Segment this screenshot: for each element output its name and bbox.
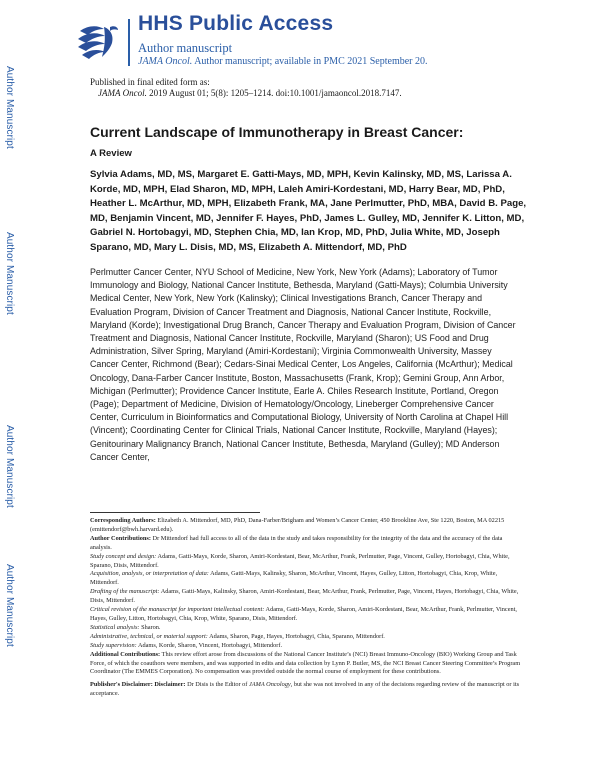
concept-label: Study concept and design: <box>90 552 157 560</box>
supervision-text: Adams, Korde, Sharon, Vincent, Hortobagyi, Mittendorf. <box>137 641 283 649</box>
statistical-text: Sharon. <box>141 623 161 631</box>
footnote-drafting <box>90 588 522 606</box>
disclaimer-journal: JAMA Oncology <box>248 681 291 689</box>
citation-details: 2019 August 01; 5(8): 1205–1214. doi:10.1001/jamaoncol.2018.7147. <box>149 88 402 98</box>
header-availability <box>138 56 428 67</box>
revision-text: Adams, Gatti-Mays, Korde, Sharon, Amiri-Kordestani, Bear, McArthur, Frank, Perlmutter, Vincent, Hayes, Gulley, Litton, Hortobagyi, Chia, Krop, White, Sparano, Disis, Mittendorf. <box>90 606 517 622</box>
author-list: Sylvia Adams, MD, MS, Margaret E. Gatti-Mays, MD, MPH, Kevin Kalinsky, MD, MS, Larissa A. Korde, MD, MPH, Elad Sharon, MD, MPH, Laleh Amiri-Kordestani, MD, Harry Bear, MD, PhD, Heather L. McArthur, MD, MPH, Elizabeth Frank, MA, Jane Perlmutter, PhD, MBA, David B. Page, MD, Benjamin Vincent, MD, Jennifer F. Hayes, PhD, James L. Gulley, MD, Jennifer K. Litton, MD, Gabriel N. Hortobagyi, MD, Stephen Chia, MD, Ian Krop, MD, PhD, Julia White, MD, Joseph Sparano, MD, Mary L. Disis, MD, MS, Elizabeth A. Mittendorf, MD, PhD <box>90 169 527 253</box>
header-availability-text: Author manuscript; available in PMC 2021 September 20. <box>194 56 428 67</box>
article-subtitle: A Review <box>90 148 132 159</box>
footnote-divider <box>90 512 260 513</box>
revision-label: Critical revision of the manuscript for important intellectual content: <box>90 606 265 614</box>
header-subtitle: Author manuscript <box>138 41 233 55</box>
statistical-label: Statistical analysis: <box>90 623 140 631</box>
admin-label: Administrative, technical, or material support: <box>90 632 208 640</box>
contributions-label: Author Contributions: <box>90 534 151 542</box>
article-title: Current Landscape of Immunotherapy in Breast Cancer: <box>90 124 464 140</box>
sidebar-author-manuscript-2: Author Manuscript <box>4 232 15 315</box>
admin-text: Adams, Sharon, Page, Hayes, Hortobagyi, Chia, Sparano, Mittendorf. <box>209 632 385 640</box>
footnote-supervision <box>90 642 522 651</box>
footnote-statistical <box>90 624 522 633</box>
affiliations: Perlmutter Cancer Center, NYU School of Medicine, New York, New York (Adams); Laboratory of Tumor Immunology and Biology, National Cancer Institute, Bethesda, Maryland (Gatti-Mays); Columbia University Medical Center, New York, New York (Kalinsky); Clinical Investigations Branch, Cancer Therapy and Evaluation Program, Division of Cancer Treatment and Diagnosis, National Cancer Institute, Rockville, Maryland (Korde); Investigational Drug Branch, Cancer Therapy and Evaluation Program, Division of Cancer Treatment and Diagnosis, National Cancer Institute, Rockville, Maryland (Sharon); US Food and Drug Administration, Silver Spring, Maryland (Amiri-Kordestani); Virginia Commonwealth University, Massey Cancer Center, Richmond (Bear); Cedars-Sinai Medical Center, Los Angeles, California (McArthur); Medical Oncology, Dana-Farber Cancer Institute, Boston, Massachusetts (Frank, Krop); Gemini Group, Ann Arbor, Michigan (Perlmutter); Providence Cancer Institute, Earle A. Chiles Research Institute, Portland, Oregon (Page); Department of Medicine, Division of Hematology/Oncology, Lineberger Comprehensive Cancer Center, Curriculum in Bioinformatics and Computational Biology, University of North Carolina at Chapel Hill (Vincent); Coordinating Center for Clinical Trials, National Cancer Institute, Rockville, Maryland (Hayes); Genitourinary Malignancy Branch, National Cancer Institute, Bethesda, Maryland (Gulley); MD Anderson Cancer Center, <box>90 267 516 462</box>
additional-label: Additional Contributions: <box>90 650 161 658</box>
footnote-admin <box>90 633 522 642</box>
header-journal: JAMA Oncol. <box>138 56 193 67</box>
acquisition-label: Acquisition, analysis, or interpretation of data: <box>90 570 209 578</box>
footnote-concept <box>90 553 522 571</box>
header-title: HHS Public Access <box>138 12 334 35</box>
sidebar-author-manuscript-1: Author Manuscript <box>4 66 15 149</box>
footnotes <box>90 517 522 699</box>
published-label: Published in final edited form as: <box>90 77 210 87</box>
citation-journal: JAMA Oncol. <box>98 88 147 98</box>
hhs-eagle-logo <box>74 19 124 67</box>
disclaimer-post: , but she was not involved in any of the decisions regarding review of the manuscript or its acceptance. <box>90 681 520 698</box>
footnote-disclaimer <box>90 681 522 699</box>
drafting-label: Drafting of the manuscript: <box>90 588 160 596</box>
sidebar-author-manuscript-4: Author Manuscript <box>4 564 15 647</box>
corresponding-label: Corresponding Authors: <box>90 517 156 524</box>
footnote-revision <box>90 606 522 624</box>
drafting-text: Adams, Gatti-Mays, Kalinsky, Sharon, Amiri-Kordestani, Bear, McArthur, Frank, Perlmutter, Page, Vincent, Hayes, Hortobagyi, Chia, White, Disis, Mittendorf. <box>90 588 519 605</box>
supervision-label: Study supervision: <box>90 641 137 649</box>
additional-text: This review effort arose from discussions of the National Cancer Institute’s (NCI) Breast Immuno-Oncology (BIO) Working Group and Task Force, of which the coauthors were members, and was supported in edits and data collection by Lynn P. Butler, MS, the NCI Breast Cancer Steering Committee’s Program Coordinator (The EMMES Corporation). No compensation was provided outside the normal course of employment for these contributions. <box>90 650 521 676</box>
concept-text: Adams, Gatti-Mays, Korde, Sharon, Amiri-Kordestani, Bear, McArthur, Frank, Perlmutter, Page, Vincent, Gulley, Hortobagyi, Chia, White, Sparano, Disis, Mittendorf. <box>90 552 510 569</box>
footnote-additional <box>90 651 522 678</box>
acquisition-text: Adams, Gatti-Mays, Kalinsky, Sharon, McArthur, Vincent, Hayes, Gulley, Litton, Hortobagyi, Chia, Krop, White, Mittendorf. <box>90 570 498 587</box>
disclaimer-label: Publisher's Disclaimer: Disclaimer: <box>90 681 186 689</box>
footnote-corresponding <box>90 517 522 535</box>
sidebar-author-manuscript-3: Author Manuscript <box>4 425 15 508</box>
contributions-text: Dr Mittendorf had full access to all of the data in the study and takes responsibility for the integrity of the data and the accuracy of the data analysis. <box>90 534 503 551</box>
citation <box>98 88 402 98</box>
footnote-acquisition <box>90 570 522 588</box>
corresponding-text: Elizabeth A. Mittendorf, MD, PhD, Dana-Farber/Brigham and Women’s Cancer Center, 450 Brookline Ave, Ste 1220, Boston, MA 02215 (emittendorf@bwh.harvard.edu). <box>90 517 505 533</box>
header-divider <box>128 19 130 66</box>
footnote-contributions <box>90 535 522 553</box>
disclaimer-pre: Dr Disis is the Editor of <box>187 681 248 689</box>
